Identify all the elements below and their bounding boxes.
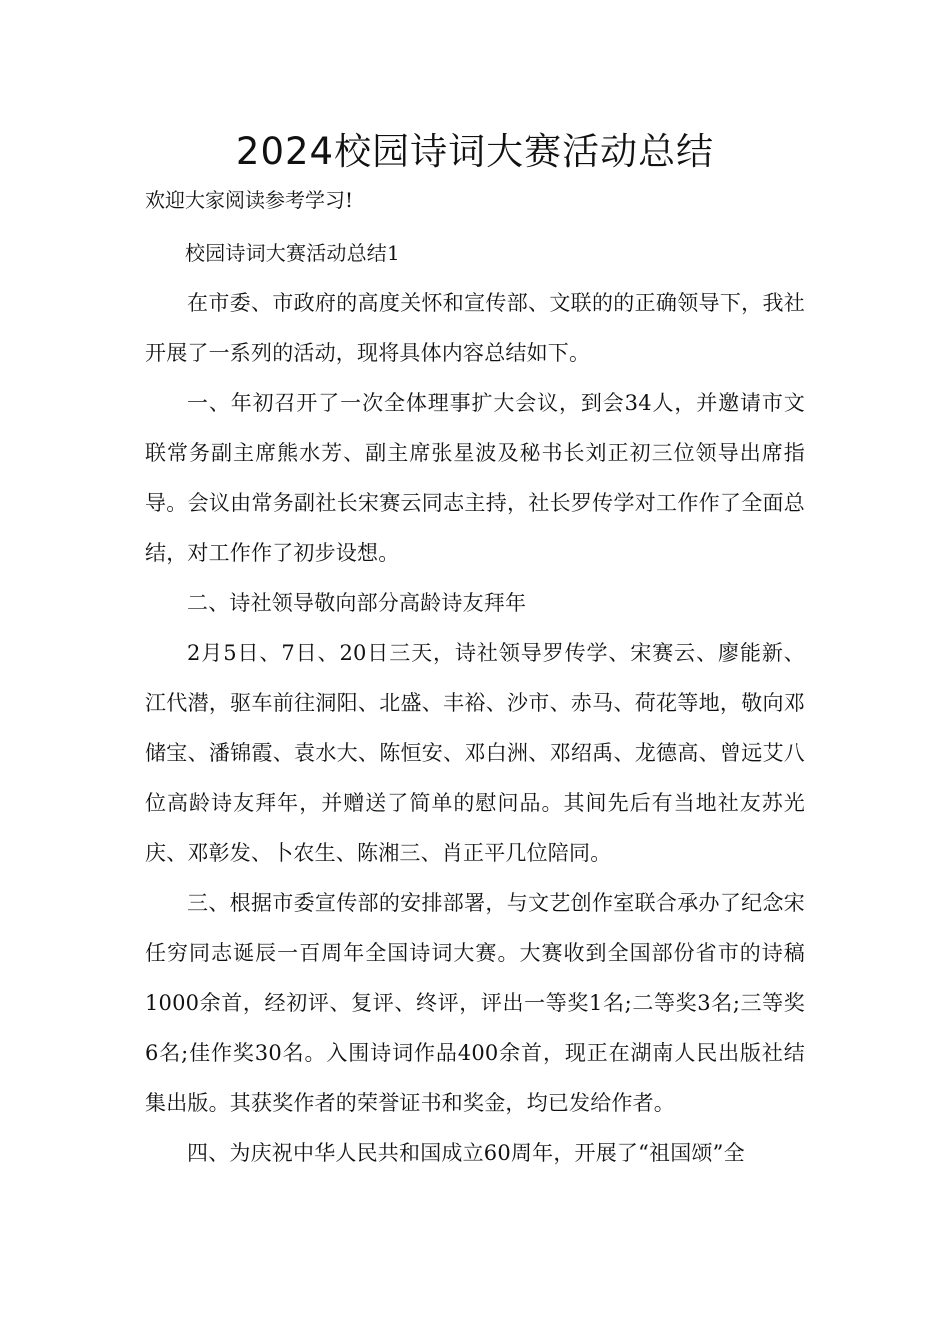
paragraph-item-2-detail: 2月5日、7日、20日三天，诗社领导罗传学、宋赛云、廖能新、江代潜，驱车前往洞阳、北盛、丰裕、沙市、赤马、荷花等地，敬向邓储宝、潘锦霞、袁水大、陈恒安、邓白洲、邓绍禹、龙德高、曾远艾八位高龄诗友拜年，并赠送了简单的慰问品。其间先后有当地社友苏光庆、邓彰发、卜农生、陈湘三、肖正平几位陪同。 xyxy=(145,641,805,865)
section-heading: 校园诗词大赛活动总结1 xyxy=(185,241,400,265)
document-title: 2024校园诗词大赛活动总结 xyxy=(235,130,715,173)
paragraph-item-1: 一、年初召开了一次全体理事扩大会议，到会34人，并邀请市文联常务副主席熊水芳、副主席张星波及秘书长刘正初三位领导出席指导。会议由常务副社长宋赛云同志主持，社长罗传学对工作作了全面总结，对工作作了初步设想。 xyxy=(145,391,805,565)
intro-line: 欢迎大家阅读参考学习! xyxy=(145,188,354,212)
paragraph-opening: 在市委、市政府的高度关怀和宣传部、文联的的正确领导下，我社开展了一系列的活动，现将具体内容总结如下。 xyxy=(145,291,805,365)
paragraph-item-3: 三、根据市委宣传部的安排部署，与文艺创作室联合承办了纪念宋任穷同志诞辰一百周年全国诗词大赛。大赛收到全国部份省市的诗稿1000余首，经初评、复评、终评，评出一等奖1名;二等奖3名;三等奖6名;佳作奖30名。入围诗词作品400余首，现正在湖南人民出版社结集出版。其获奖作者的荣誉证书和奖金，均已发给作者。 xyxy=(145,891,805,1115)
paragraph-item-2-heading: 二、诗社领导敬向部分高龄诗友拜年 xyxy=(187,591,527,615)
document-body xyxy=(145,228,805,1178)
paragraph-item-4: 四、为庆祝中华人民共和国成立60周年，开展了“祖国颂”全 xyxy=(187,1141,745,1165)
